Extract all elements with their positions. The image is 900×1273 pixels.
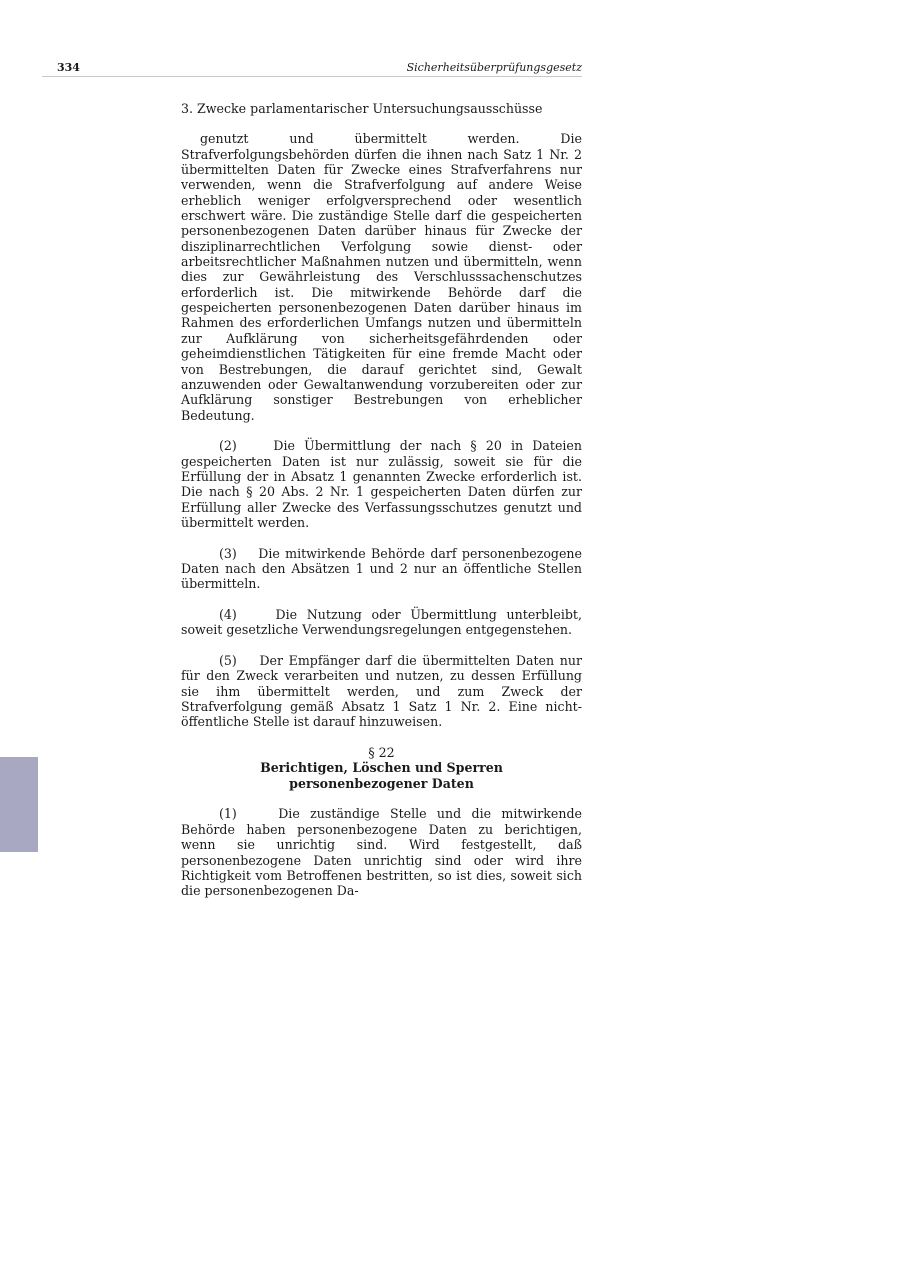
paragraph-number: (5)	[219, 653, 237, 669]
page-number: 334	[57, 61, 80, 74]
paragraph-text: Die Übermittlung der nach § 20 in Dateien gespeicherten Daten ist nur zulässig, soweit sie für die Erfüllung der in Absatz 1 genannten Zwecke erforderlich ist. Die nach § 20 Abs. 2 Nr. 1 gespeicherten Daten dürfen zur Erfüllung aller Zwecke des Verfassungsschutzes genutzt und übermittelt werden.	[181, 438, 582, 530]
paragraph-3	[181, 546, 582, 592]
paragraph-5	[181, 653, 582, 730]
paragraph-text: Der Empfänger darf die übermittelten Daten nur für den Zweck verarbeiten und nutzen, zu dessen Erfüllung sie ihm übermittelt werden, und zum Zweck der Strafverfolgung gemäß Absatz 1 Satz 1 Nr. 2. Eine nicht-öffentliche Stelle ist darauf hinzuweisen.	[181, 653, 583, 730]
section-number: § 22	[368, 745, 395, 761]
section-title-line-1: Berichtigen, Löschen und Sperren	[260, 760, 503, 776]
section-heading	[181, 745, 582, 791]
paragraph-number: (2)	[219, 438, 237, 454]
thumb-index-tab	[0, 757, 38, 852]
paragraph-number: (3)	[219, 545, 237, 561]
paragraph-4	[181, 607, 582, 638]
section-paragraph-1	[181, 806, 582, 898]
paragraph-text: Die mitwirkende Behörde darf personenbezogene Daten nach den Absätzen 1 und 2 nur an öffentliche Stellen übermitteln.	[181, 545, 582, 592]
continuation-paragraph: genutzt und übermittelt werden. Die Strafverfolgungsbehörden dürfen die ihnen nach Satz 1 Nr. 2 übermittelten Daten für Zwecke eines Strafverfahrens nur verwenden, wenn die Strafverfolgung auf andere Weise erheblich weniger erfolgversprechend oder wesentlich erschwert wäre. Die zuständige Stelle darf die gespeicherten personenbezogenen Daten darüber hinaus für Zwecke der disziplinarrechtlichen Verfolgung sowie dienst- oder arbeitsrechtlicher Maßnahmen nutzen und übermitteln, wenn dies zur Gewährleistung des Verschlusssachenschutzes erforderlich ist. Die mitwirkende Behörde darf die gespeicherten personenbezogenen Daten darüber hinaus im Rahmen des erforderlichen Umfangs nutzen und übermitteln zur Aufklärung von sicherheitsgefährdenden oder geheimdienstlichen Tätigkeiten für eine fremde Macht oder von Bestrebungen, die darauf gerichtet sind, Gewalt anzuwenden oder Gewaltanwendung vorzubereiten oder zur Aufklärung sonstiger Bestrebungen von erheblicher Bedeutung.	[181, 131, 582, 423]
text-column	[181, 101, 582, 899]
header-rule	[42, 76, 582, 77]
section-title-line-2: personenbezogener Daten	[289, 775, 474, 791]
running-title: Sicherheitsüberprüfungsgesetz	[406, 61, 582, 74]
paragraph-text: Die zuständige Stelle und die mitwirkende Behörde haben personenbezogene Daten zu berichtigen, wenn sie unrichtig sind. Wird festgestellt, daß personenbezogene Daten unrichtig sind oder wird ihre Richtigkeit vom Betroffenen bestritten, so ist dies, soweit sich die personenbezogenen Da-	[181, 806, 583, 899]
paragraph-number: (4)	[219, 607, 237, 622]
paragraph-2	[181, 438, 582, 530]
paragraph-text: Die Nutzung oder Übermittlung unterbleibt, soweit gesetzliche Verwendungsregelungen entgegenstehen.	[181, 607, 582, 638]
list-item-intro: 3. Zwecke parlamentarischer Untersuchungsausschüsse	[181, 101, 543, 116]
paragraph-number: (1)	[219, 806, 237, 822]
